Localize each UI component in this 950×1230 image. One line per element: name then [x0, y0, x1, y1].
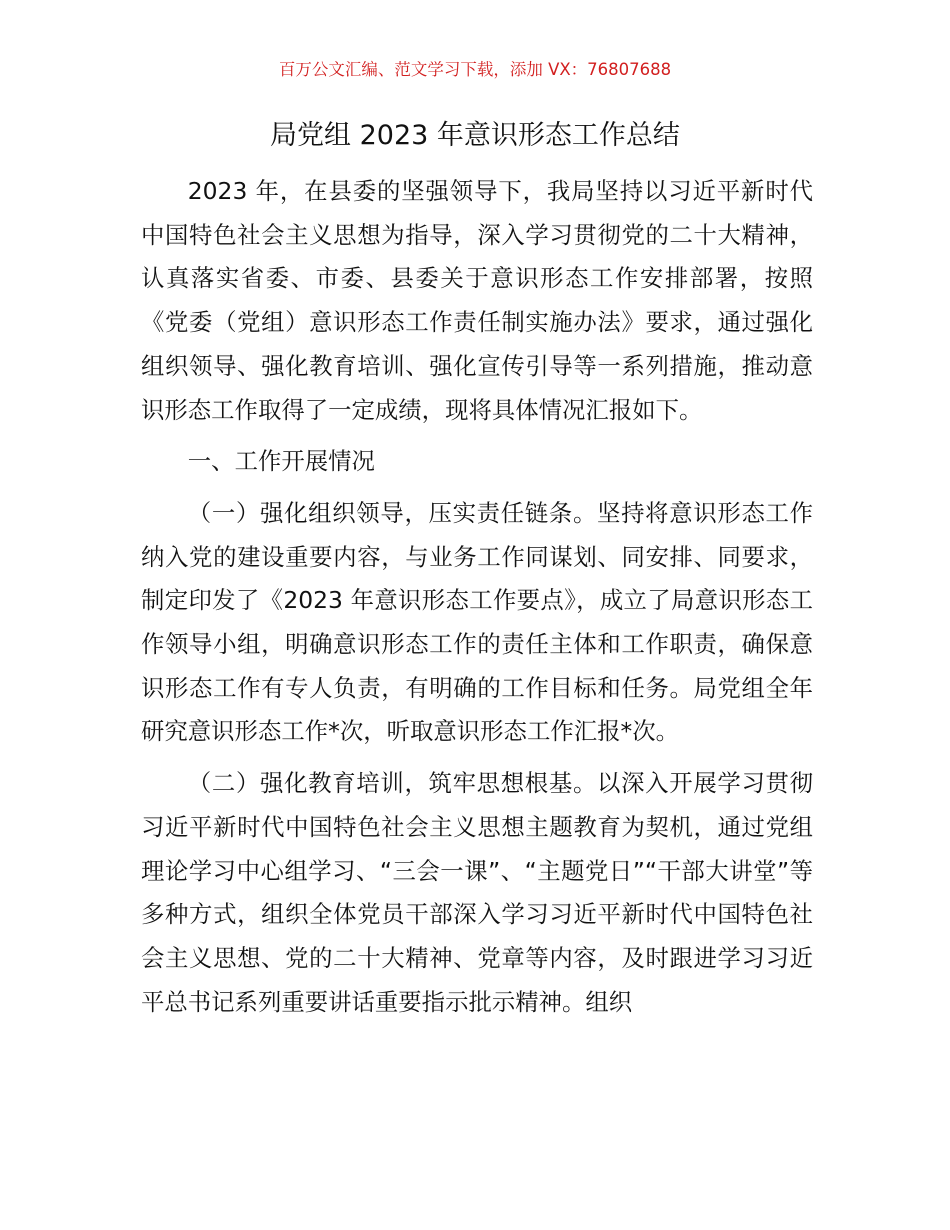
watermark-banner: 百万公文汇编、范文学习下载，添加 VX：76807688 [278, 60, 672, 79]
body-paragraph: （二）强化教育培训，筑牢思想根基。以深入开展学习贯彻习近平新时代中国特色社会主义思想主题教育为契机，通过党组理论学习中心组学习、“三会一课”、“主题党日”“干部大讲堂”等多种方式，组织全体党员干部深入学习习近平新时代中国特色社会主义思想、党的二十大精神、党章等内容，及时跟进学习习近平总书记系列重要讲话重要指示批示精神。组织 [141, 769, 813, 1016]
section-heading: 一、工作开展情况 [187, 447, 375, 476]
intro-paragraph: 2023 年，在县委的坚强领导下，我局坚持以习近平新时代中国特色社会主义思想为指导，深入学习贯彻党的二十大精神，认真落实省委、市委、县委关于意识形态工作安排部署，按照《党委（党组）意识形态工作责任制实施办法》要求，通过强化组织领导、强化教育培训、强化宣传引导等一系列措施，推动意识形态工作取得了一定成绩，现将具体情况汇报如下。 [141, 177, 813, 424]
document-body [141, 170, 813, 1024]
document-title: 局党组 2023 年意识形态工作总结 [270, 120, 680, 151]
body-paragraph: （一）强化组织领导，压实责任链条。坚持将意识形态工作纳入党的建设重要内容，与业务工作同谋划、同安排、同要求，制定印发了《2023 年意识形态工作要点》，成立了局意识形态工作领导小组，明确意识形态工作的责任主体和工作职责，确保意识形态工作有专人负责，有明确的工作目标和任务。局党组全年研究意识形态工作*次，听取意识形态工作汇报*次。 [141, 498, 813, 746]
